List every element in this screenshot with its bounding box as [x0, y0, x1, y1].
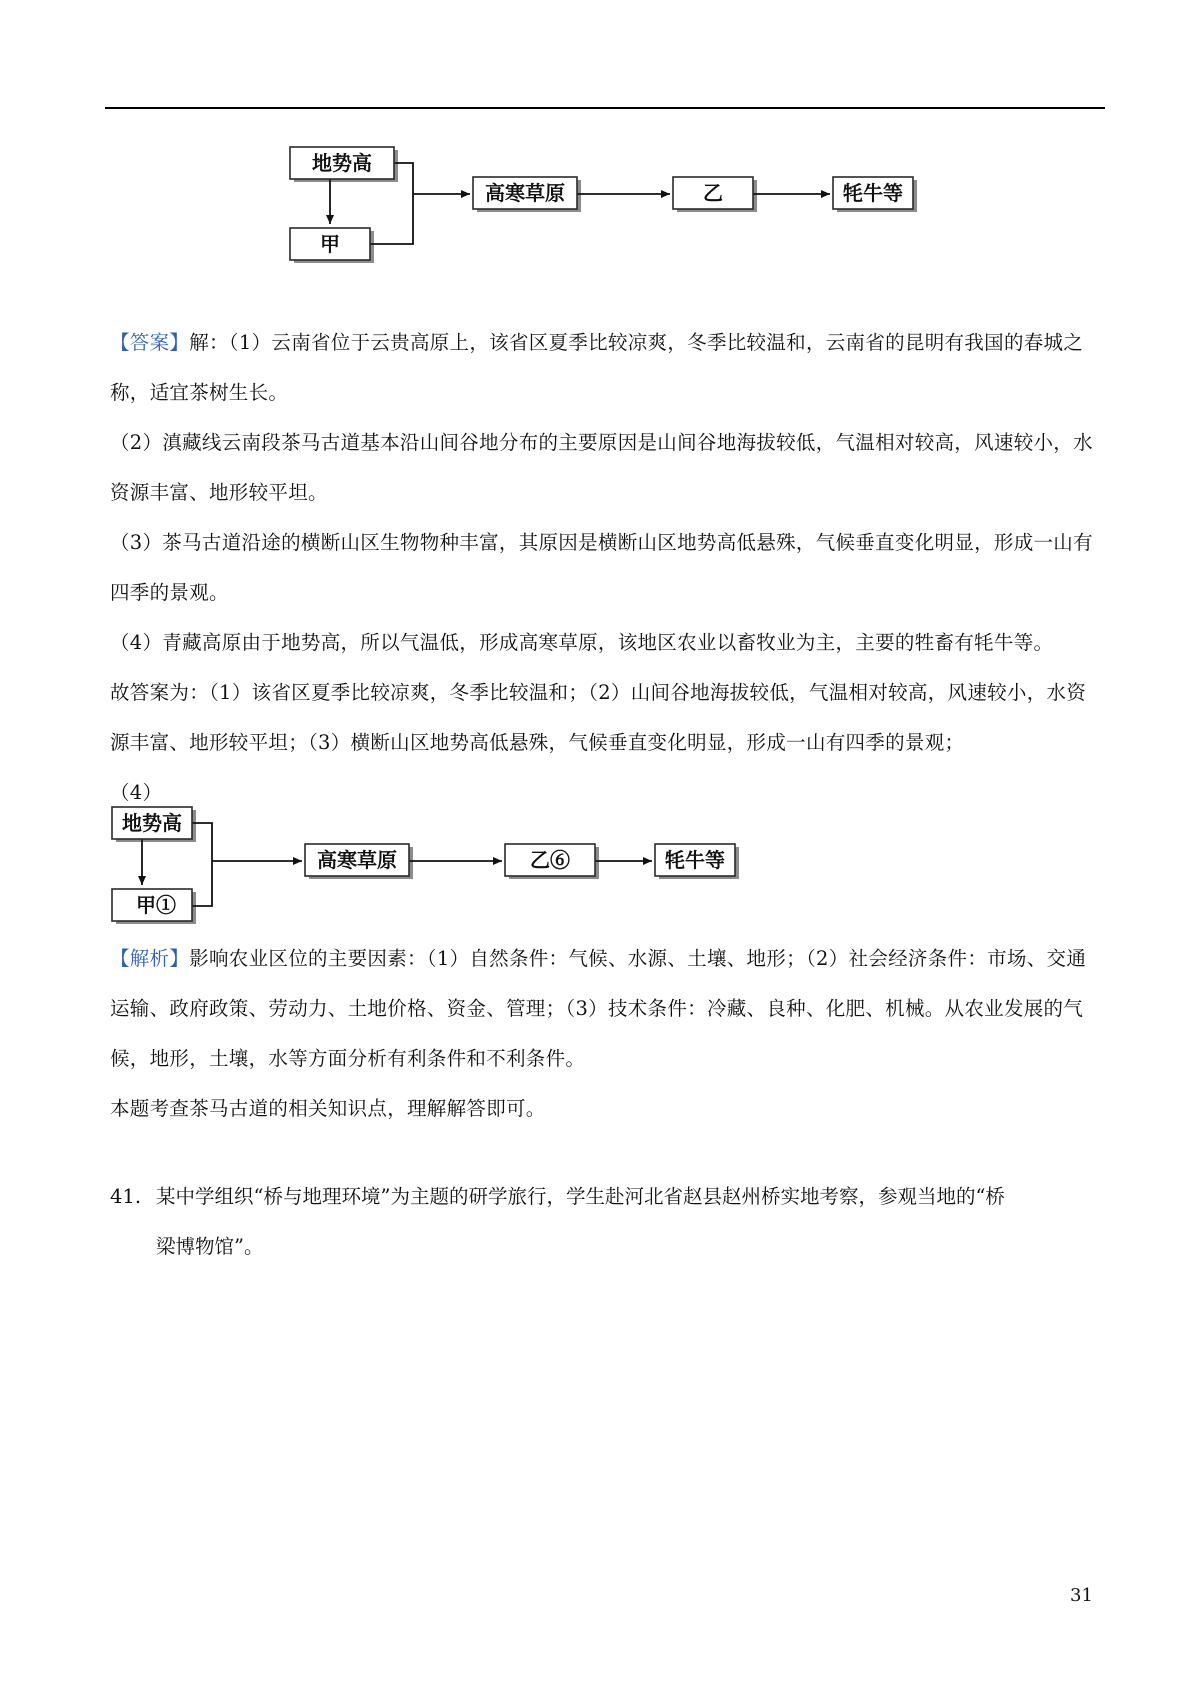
answer-node-jia — [112, 889, 192, 921]
answer-paragraph-1 — [110, 318, 1100, 418]
analysis-section — [110, 934, 1100, 1134]
question-text-line-1: 某中学组织“桥与地理环境”为主题的研学旅行，学生赴河北省赵县赵州桥实地考察，参观当地的“桥 — [156, 1185, 1005, 1208]
svg-text:地势高: 地势高 — [122, 811, 182, 835]
diagram-answer — [112, 805, 752, 930]
analysis-paragraph-2: 本题考查茶马古道的相关知识点，理解解答即可。 — [110, 1097, 546, 1120]
answer-paragraph-2: （2）滇藏线云南段茶马古道基本沿山间谷地分布的主要原因是山间谷地海拔较低，气温相对较高，风速较小，水资源丰富、地形较平坦。 — [110, 431, 1093, 504]
analysis-paragraph-1 — [110, 934, 1100, 1084]
answer-section — [110, 318, 1100, 818]
answer-node-yak — [655, 844, 735, 876]
answer-text-1: 解：（1）云南省位于云贵高原上，该省区夏季比较凉爽，冬季比较温和，云南省的昆明有我国的春城之称，适宜茶树生长。 — [110, 331, 1084, 404]
question-number: 41. — [110, 1185, 142, 1208]
svg-text:乙: 乙 — [703, 181, 723, 205]
svg-text:高寒草原: 高寒草原 — [485, 181, 565, 205]
flow-node-jia — [290, 228, 370, 260]
analysis-text-1: 影响农业区位的主要因素：（1）自然条件：气候、水源、土壤、地形；（2）社会经济条件：市场、交通运输、政府政策、劳动力、土地价格、资金、管理；（3）技术条件：冷藏、良种、化肥、机械。从农业发展的气候，地形，土壤，水等方面分析有利条件和不利条件。 — [110, 947, 1087, 1070]
answer-paragraph-6: （4） — [110, 781, 163, 804]
svg-text:乙⑥: 乙⑥ — [530, 848, 570, 872]
svg-text:高寒草原: 高寒草原 — [317, 848, 397, 872]
flow-node-yak — [833, 177, 913, 209]
svg-text:地势高: 地势高 — [312, 151, 372, 175]
svg-text:甲①: 甲① — [136, 893, 176, 917]
flow-node-terrain — [290, 147, 394, 179]
question-41-line-1 — [110, 1172, 1100, 1222]
flow-node-yi — [673, 177, 753, 209]
answer-node-terrain — [112, 807, 192, 839]
question-41-line-2: 梁博物馆”。 — [156, 1235, 264, 1258]
answer-paragraph-4: （4）青藏高原由于地势高，所以气温低，形成高寒草原，该地区农业以畜牧业为主，主要的牲畜有牦牛等。 — [110, 631, 1054, 654]
svg-text:牦牛等: 牦牛等 — [665, 848, 725, 872]
answer-paragraph-3: （3）茶马古道沿途的横断山区生物物种丰富，其原因是横断山区地势高低悬殊，气候垂直变化明显，形成一山有四季的景观。 — [110, 531, 1093, 604]
diagram-question — [290, 145, 930, 275]
header-rule — [105, 107, 1105, 109]
analysis-tag: 【解析】 — [110, 947, 190, 970]
svg-text:甲: 甲 — [320, 232, 340, 256]
answer-node-yi — [505, 844, 595, 876]
question-41 — [110, 1172, 1100, 1272]
answer-paragraph-5: 故答案为：（1）该省区夏季比较凉爽，冬季比较温和；（2）山间谷地海拔较低，气温相对较高，风速较小，水资源丰富、地形较平坦；（3）横断山区地势高低悬殊，气候垂直变化明显，形成一山有四季的景观； — [110, 681, 1087, 754]
page-number: 31 — [1070, 1585, 1093, 1606]
answer-node-grassland — [305, 844, 409, 876]
svg-text:牦牛等: 牦牛等 — [843, 181, 903, 205]
answer-tag: 【答案】 — [110, 331, 190, 354]
flow-node-grassland — [473, 177, 577, 209]
